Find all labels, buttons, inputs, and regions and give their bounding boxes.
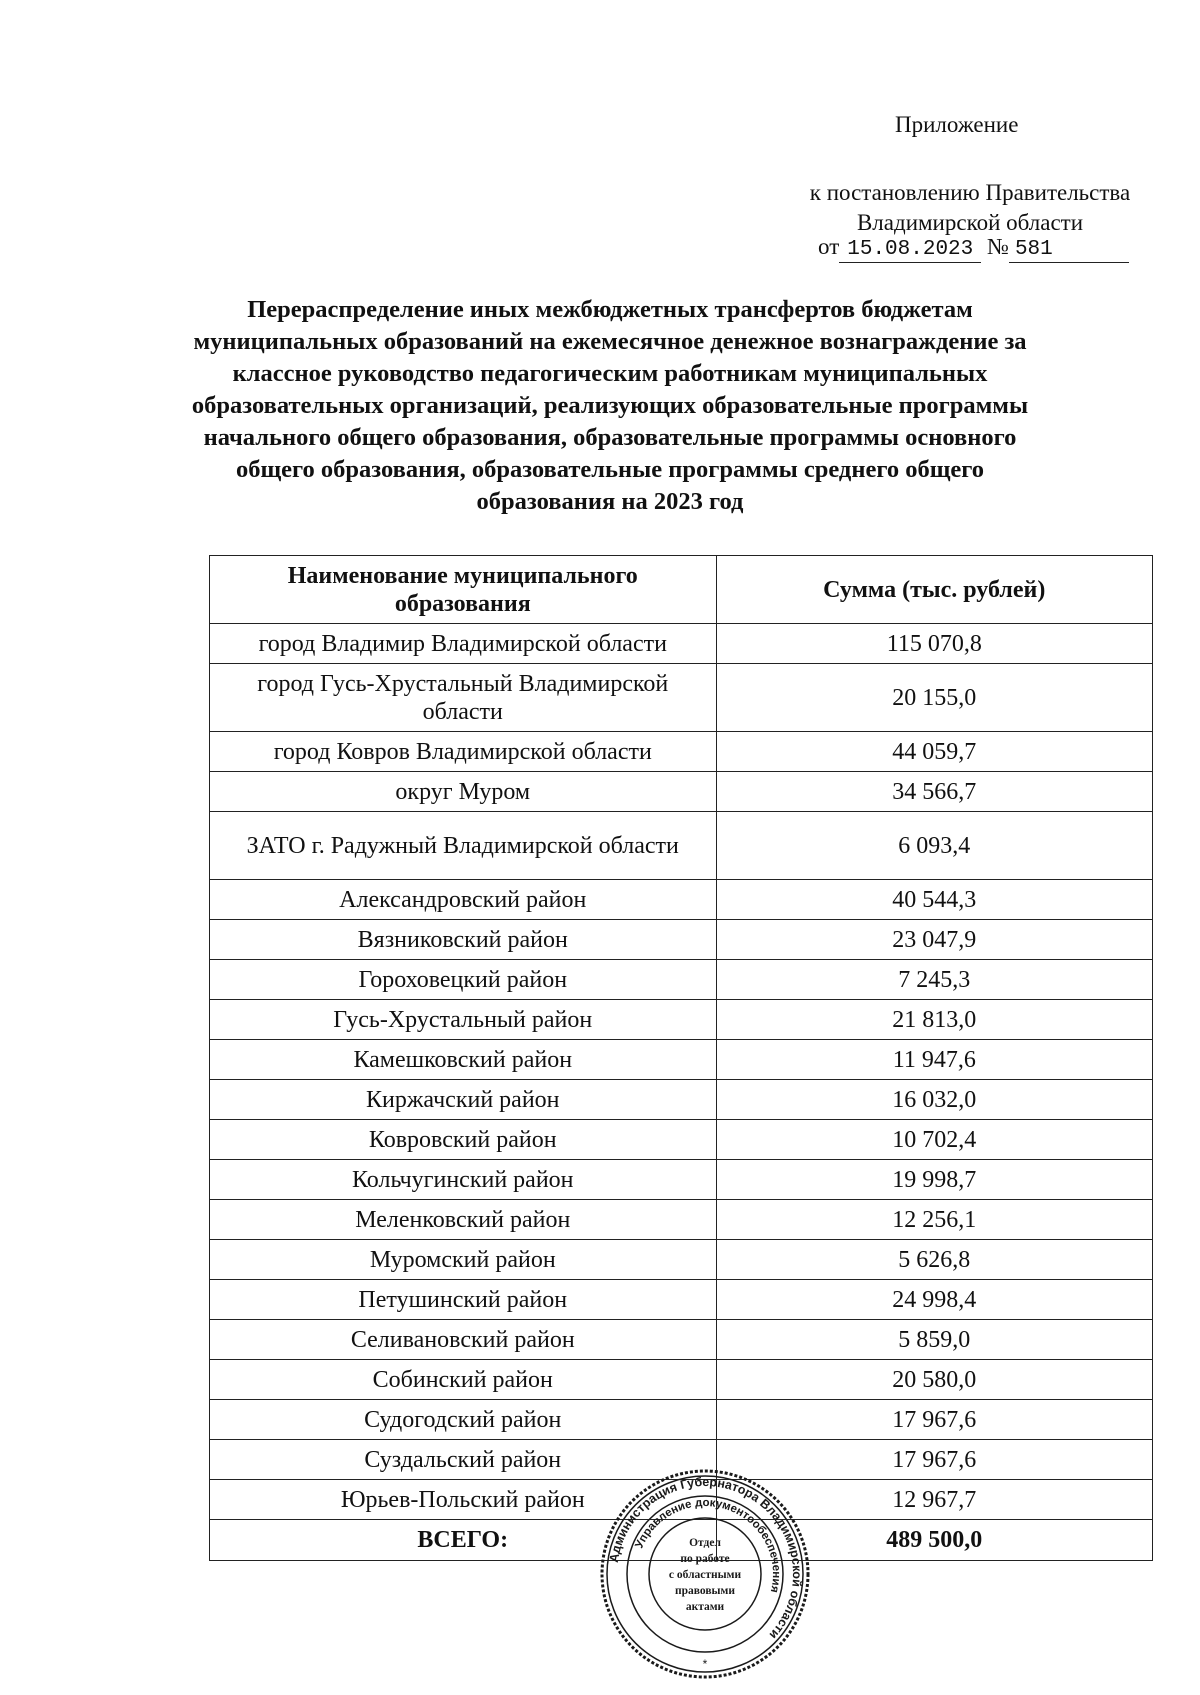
amount-cell: 7 245,3 <box>716 960 1152 1000</box>
appendix-label: Приложение <box>895 112 1019 137</box>
amount-cell: 23 047,9 <box>716 920 1152 960</box>
amount-cell: 20 580,0 <box>716 1360 1152 1400</box>
amount-cell: 40 544,3 <box>716 880 1152 920</box>
amount-cell: 12 967,7 <box>716 1480 1152 1520</box>
stamp-center-line: по работе <box>680 1553 730 1565</box>
municipality-name: Юрьев-Польский район <box>210 1480 717 1520</box>
decree-number: 581 <box>1009 238 1129 263</box>
table-row <box>210 1400 1153 1440</box>
table-row <box>210 1320 1153 1360</box>
official-stamp <box>598 1468 812 1680</box>
amount-cell: 5 626,8 <box>716 1240 1152 1280</box>
amount-cell: 44 059,7 <box>716 732 1152 772</box>
municipality-name: Вязниковский район <box>210 920 717 960</box>
total-amount: 489 500,0 <box>716 1520 1152 1561</box>
amount-cell: 12 256,1 <box>716 1200 1152 1240</box>
decree-reference <box>790 178 1150 238</box>
stamp-center-line: актами <box>685 1601 725 1613</box>
table-row <box>210 1240 1153 1280</box>
municipality-name: ЗАТО г. Радужный Владимирской области <box>210 812 717 880</box>
table-row <box>210 1000 1153 1040</box>
municipality-name: Камешковский район <box>210 1040 717 1080</box>
reference-line-2: Владимирской области <box>856 210 1084 235</box>
amount-cell: 19 998,7 <box>716 1160 1152 1200</box>
table-row <box>210 732 1153 772</box>
municipality-name: Селивановский район <box>210 1320 717 1360</box>
municipality-name: Судогодский район <box>210 1400 717 1440</box>
amount-cell: 16 032,0 <box>716 1080 1152 1120</box>
table-row <box>210 812 1153 880</box>
stamp-star-icon: * <box>702 1657 708 1671</box>
municipality-name: Меленковский район <box>210 1200 717 1240</box>
municipality-name: город Ковров Владимирской области <box>210 732 717 772</box>
table-row <box>210 1040 1153 1080</box>
municipality-name: Собинский район <box>210 1360 717 1400</box>
municipality-name: Суздальский район <box>210 1440 717 1480</box>
stamp-ring-text: Управление документообеспечения <box>633 1496 783 1594</box>
table-row <box>210 920 1153 960</box>
amount-cell: 115 070,8 <box>716 624 1152 664</box>
reference-line-1: к постановлению Правительства <box>809 180 1131 205</box>
stamp-outer-text: Администрация Губернатора Владимирской области <box>606 1474 805 1642</box>
amount-cell: 11 947,6 <box>716 1040 1152 1080</box>
municipality-name: Муромский район <box>210 1240 717 1280</box>
stamp-center-line: с областными <box>668 1569 742 1581</box>
table-header-row <box>210 556 1153 624</box>
document-title: Перераспределение иных межбюджетных трансфертов бюджетам муниципальных образований на ежемесячное денежное вознаграждение за классное руководство педагогическим работникам муниципальных образовательных организаций, реализующих образовательные программы начального общего образования, образовательные программы основного общего образования, образовательные программы среднего общего образования на 2023 год <box>191 296 1029 515</box>
total-label: ВСЕГО: <box>210 1520 717 1561</box>
table-row <box>210 1280 1153 1320</box>
table-row <box>210 880 1153 920</box>
municipality-name: Киржачский район <box>210 1080 717 1120</box>
municipality-name: Ковровский район <box>210 1120 717 1160</box>
table-row <box>210 1160 1153 1200</box>
municipality-name: округ Муром <box>210 772 717 812</box>
amount-cell: 34 566,7 <box>716 772 1152 812</box>
amount-cell: 10 702,4 <box>716 1120 1152 1160</box>
municipality-name: город Гусь-Хрустальный Владимирской области <box>210 664 717 732</box>
table-row <box>210 1080 1153 1120</box>
amount-cell: 5 859,0 <box>716 1320 1152 1360</box>
amount-cell: 6 093,4 <box>716 812 1152 880</box>
amount-cell: 17 967,6 <box>716 1440 1152 1480</box>
stamp-center-line: правовыми <box>674 1585 736 1597</box>
municipality-name: Гусь-Хрустальный район <box>210 1000 717 1040</box>
table-row <box>210 960 1153 1000</box>
amount-cell: 17 967,6 <box>716 1400 1152 1440</box>
municipality-name: Петушинский район <box>210 1280 717 1320</box>
allocation-table <box>209 555 1153 1561</box>
amount-cell: 20 155,0 <box>716 664 1152 732</box>
municipality-name: город Владимир Владимирской области <box>210 624 717 664</box>
amount-cell: 21 813,0 <box>716 1000 1152 1040</box>
decree-date-line <box>818 234 1129 263</box>
amount-cell: 24 998,4 <box>716 1280 1152 1320</box>
column-header-name: Наименование муниципального образования <box>210 556 717 624</box>
column-header-amount: Сумма (тыс. рублей) <box>716 556 1152 624</box>
municipality-name: Гороховецкий район <box>210 960 717 1000</box>
table-row <box>210 664 1153 732</box>
table-row <box>210 1200 1153 1240</box>
table-row <box>210 772 1153 812</box>
municipality-name: Кольчугинский район <box>210 1160 717 1200</box>
decree-date: 15.08.2023 <box>839 238 981 263</box>
municipality-name: Александровский район <box>210 880 717 920</box>
table-row <box>210 1120 1153 1160</box>
number-prefix: № <box>987 234 1009 259</box>
date-prefix: от <box>818 234 840 259</box>
stamp-center-line: Отдел <box>689 1537 721 1549</box>
table-row <box>210 624 1153 664</box>
table-row <box>210 1360 1153 1400</box>
